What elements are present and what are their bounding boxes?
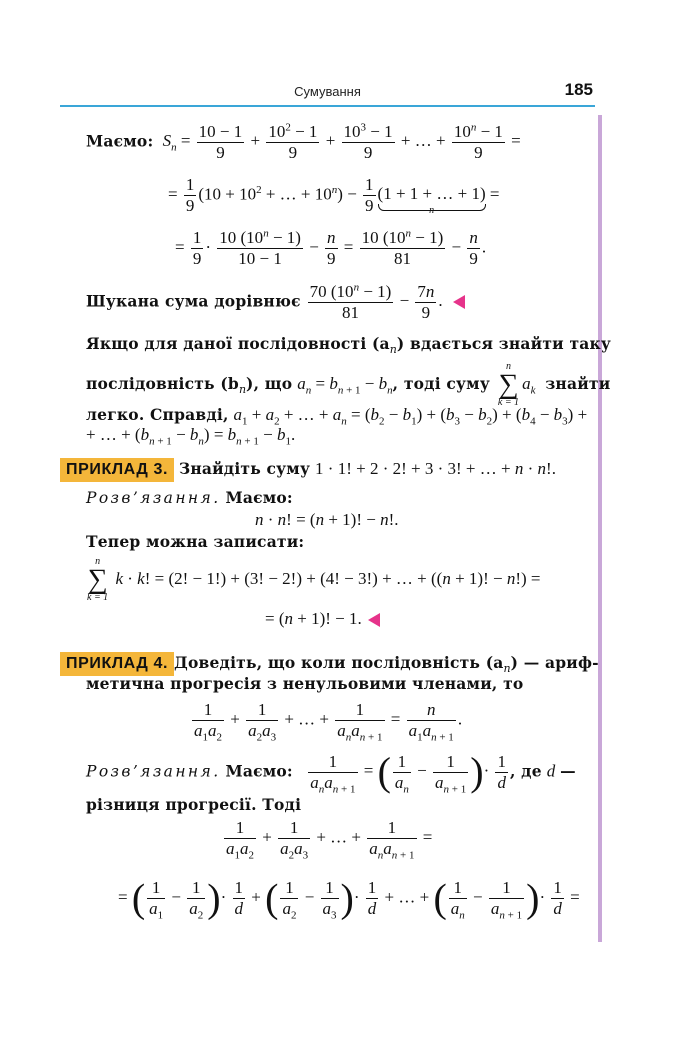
- formula-line-2: = $\frac{1}{9}$ ($10 + 10^2$ + … + $10^n$) − $\frac{1}{9}$ (1 + 1 + … + 1) n =: [168, 175, 500, 217]
- paragraph-line-4: + … + $(b_{n + 1} - b_n) = b_{n + 1} - b_1$.: [86, 425, 296, 448]
- formula-line-3: = $\frac{1}{9}$ · $\frac{10 (10^n - 1)}{10 - 1}$ − $\frac{n}{9}$ = $\frac{10 (10^n - 1)}{81}$ − $\frac{n}{9}$ .: [175, 227, 487, 268]
- difference-text: різниця прогресії. Тоді: [86, 795, 302, 814]
- answer-line: Шукана сума дорівнює $\frac{70 (10^n - 1)}{81}$ − $\frac{7n}{9}$ .: [86, 282, 465, 323]
- example-4-heading: ПРИКЛАД 4. Доведіть, що коли послідовність $(a_n)$ — ариф-: [60, 652, 599, 676]
- difference-line: [86, 794, 301, 816]
- d-symbol: d: [546, 761, 556, 781]
- answer-prefix: Шукана сума дорівнює: [86, 291, 301, 311]
- intro-text: Маємо:: [86, 131, 154, 151]
- identity-formula: n · n! = (n + 1)! − n!.: [255, 510, 399, 529]
- example-3-label: ПРИКЛАД 3.: [60, 458, 174, 482]
- now-write-line: [86, 531, 304, 553]
- dash: —: [560, 761, 576, 781]
- where-d-text: , де: [509, 761, 542, 781]
- paragraph-text-2c: , тоді суму: [392, 374, 490, 393]
- example-4-sum: $\frac{1}{a_1a_2}$ + $\frac{1}{a_2a_3}$ + … + $\frac{1}{a_na_{n + 1}}$ =: [226, 818, 433, 862]
- example-4-line-2: [86, 673, 523, 695]
- paragraph-line-2: послідовність $(b_n)$, що $a_n = b_{n + 1} - b_n$, тоді суму n ∑ k = 1 $a_k$ знайти: [86, 361, 611, 408]
- example-3-heading: ПРИКЛАД 3. Знайдіть суму 1 · 1! + 2 · 2! + 3 · 3! + … + n · n!.: [60, 458, 556, 482]
- solution-label: Розв’язання.: [86, 489, 221, 507]
- example-4-label: ПРИКЛАД 4.: [60, 652, 174, 676]
- telescoping-formula: n ∑ k = 1 k · k! = (2! − 1!) + (3! − 2!) + (4! − 3!) + … + ((n + 1)! − n!) =: [87, 556, 541, 603]
- example-4-solution-line: Розв’язання. Маємо: $\frac{1}{a_na_{n + 1}}$ = ( $\frac{1}{a_n}$ − $\frac{1}{a_{n + 1}}$ )· $\frac{1}{d}$ , де d —: [86, 749, 576, 796]
- paragraph-line-1: Якщо для даної послідовності $(a_n)$ вдається знайти таку: [86, 334, 612, 357]
- sum-definition-line: [86, 122, 521, 163]
- example-4-statement-2: метична прогресія з ненульовими членами, то: [86, 674, 524, 693]
- example-4-expansion: = ( $\frac{1}{a_1}$ − $\frac{1}{a_2}$ )· $\frac{1}{d}$ + ( $\frac{1}{a_2}$ − $\frac{1}{a_3}$ )· $\frac{1}{d}$ + … + ( $\frac{1}{a_n}$ − $\frac{1}{a_{n + 1}}$ )· $\frac{1}{d}$ =: [118, 875, 580, 922]
- paragraph-text-2a: послідовність (b: [86, 374, 239, 393]
- solution-label-4: Розв’язання.: [86, 762, 221, 781]
- telescoping-result: = (n + 1)! − 1.: [265, 608, 380, 630]
- example-4-claim: $\frac{1}{a_1a_2}$ + $\frac{1}{a_2a_3}$ + … + $\frac{1}{a_na_{n + 1}}$ = $\frac{n}{a_1a_{n + 1}}$ .: [194, 700, 463, 744]
- now-write-text: Тепер можна записати:: [86, 532, 305, 551]
- triangle-left-icon: [368, 613, 380, 627]
- example-4-statement-1b: ) — ариф-: [510, 653, 599, 672]
- margin-bar: [598, 115, 602, 942]
- page-number: 185: [564, 80, 593, 99]
- header-rule: [60, 105, 595, 107]
- paragraph-text-1: Якщо для даної послідовності (a: [86, 334, 390, 353]
- paragraph-line-3: легко. Справді, $a_1 + a_2$ + … + $a_n = (b_2 - b_1) + (b_3 - b_2) + (b_4 - b_3)$ +: [86, 405, 588, 428]
- paragraph-text-2d: знайти: [545, 374, 611, 393]
- paragraph-text-3: легко. Справді,: [86, 405, 229, 424]
- example-3-solution-line: [86, 487, 293, 509]
- solution-intro-4: Маємо:: [225, 761, 293, 781]
- example-4-statement-1: Доведіть, що коли послідовність (a: [174, 653, 504, 672]
- solution-intro: Маємо:: [225, 488, 293, 507]
- paragraph-text-1b: ) вдається знайти таку: [396, 334, 612, 353]
- triangle-left-icon: [453, 295, 465, 309]
- running-header-title: Сумування: [294, 84, 361, 99]
- formula: $S_n$ = $\frac{10 - 1}{9}$ + $\frac{10^2 - 1}{9}$ + $\frac{10^3 - 1}{9}$ + … + $\frac{10^n - 1}{9}$ =: [162, 121, 521, 162]
- example-3-statement: Знайдіть суму: [178, 459, 311, 478]
- paragraph-text-2b: ), що: [246, 374, 293, 393]
